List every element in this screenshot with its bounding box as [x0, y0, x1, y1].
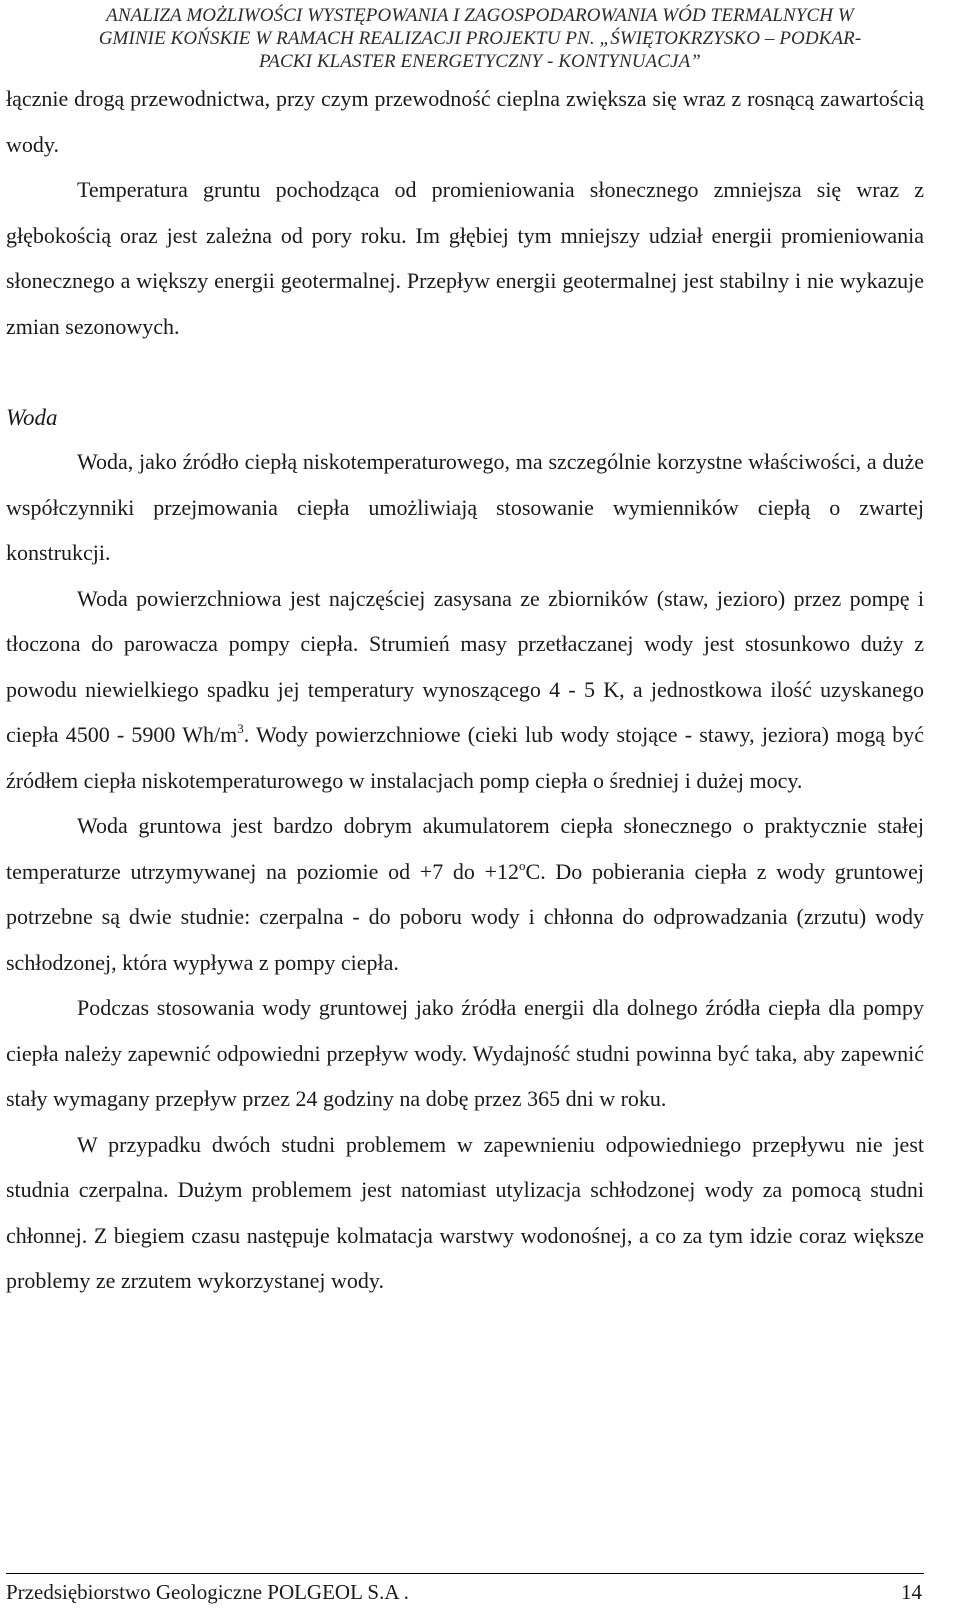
paragraph-groundwater [6, 803, 924, 985]
footer-company: Przedsiębiorstwo Geologiczne POLGEOL S.A . [6, 1580, 409, 1604]
paragraph-well-yield: Podczas stosowania wody gruntowej jako źródła energii dla dolnego źródła ciepła dla pompy ciepła należy zapewnić odpowiedni przepływ wody. Wydajność studni powinna być taka, aby zapewnić stały wymagany przepływ przez 24 godziny na dobę przez 365 dni w roku. [6, 995, 924, 1111]
surface-water-text-a: Woda powierzchniowa jest najczęściej zasysana ze zbiorników (staw, jezioro) przez pompę i tłoczona do parowacza pompy ciepła. Strumień masy przetłaczanej wody jest stosunkowo duży z powodu niewielkiego spadku jej temperatury wynoszącego 4 - 5 K, a jednostkowa ilość uzyskanego ciepła 4500 - 5900 Wh/m [6, 585, 924, 747]
paragraph-continuation: łącznie drogą przewodnictwa, przy czym przewodność cieplna zwiększa się wraz z rosnącą zawartością wody. [6, 86, 924, 157]
section-title-woda: Woda [6, 405, 58, 430]
surface-water-text-b: . Wody powierzchniowe (cieki lub wody stojące - stawy, jeziora) mogą być źródłem ciepła niskotemperaturowego w instalacjach pomp ciepła o średniej i dużej mocy. [6, 722, 925, 793]
document-body [6, 76, 924, 1304]
page-header [0, 4, 960, 73]
superscript-degree: o [519, 857, 526, 873]
footer-divider [6, 1573, 924, 1574]
superscript-cubic: 3 [237, 721, 244, 736]
groundwater-text-a: Woda gruntowa jest bardzo dobrym akumulatorem ciepła słonecznego o praktycznie stałej temperaturze utrzymywanej na poziomie od +7 do +12 [6, 813, 924, 884]
header-line-3: PACKI KLASTER ENERGETYCZNY - KONTYNUACJA” [259, 51, 701, 72]
groundwater-text-b: C. Do pobierania ciepła z wody gruntowej potrzebne są dwie studnie: czerpalna - do poboru wody i chłonna do odprowadzania (zrzutu) wody schłodzonej, która wypływa z pompy ciepła. [6, 858, 925, 975]
paragraph-water-intro: Woda, jako źródło ciepłą niskotemperaturowego, ma szczególnie korzystne właściwości, a duże współczynniki przejmowania ciepła umożliwiają stosowanie wymienników ciepłą o zwartej konstrukcji. [6, 449, 924, 565]
header-line-2: GMINIE KOŃSKIE W RAMACH REALIZACJI PROJEKTU PN. „ŚWIĘTOKRZYSKO – PODKAR- [98, 28, 862, 49]
paragraph-soil-temperature: Temperatura gruntu pochodząca od promieniowania słonecznego zmniejsza się wraz z głębokością oraz jest zależna od pory roku. Im głębiej tym mniejszy udział energii promieniowania słonecznego a większy energii geotermalnej. Przepływ energii geotermalnej jest stabilny i nie wykazuje zmian sezonowych. [6, 177, 924, 339]
header-line-1: ANALIZA MOŻLIWOŚCI WYSTĘPOWANIA I ZAGOSPODAROWANIA WÓD TERMALNYCH W [106, 5, 854, 26]
page-number: 14 [901, 1580, 922, 1604]
paragraph-two-wells: W przypadku dwóch studni problemem w zapewnieniu odpowiedniego przepływu nie jest studnia czerpalna. Dużym problemem jest natomiast utylizacja schłodzonej wody za pomocą studni chłonnej. Z biegiem czasu następuje kolmatacja warstwy wodonośnej, a co za tym idzie coraz większe problemy ze zrzutem wykorzystanej wody. [6, 1131, 924, 1293]
paragraph-surface-water [6, 576, 924, 804]
